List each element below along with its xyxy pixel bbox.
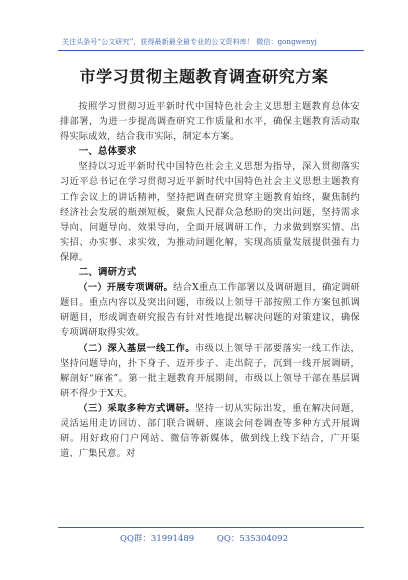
method-item	[60, 280, 360, 340]
section-heading-methods: 二、调研方式	[78, 267, 137, 279]
method-item-title: （一）开展专项调研。	[78, 282, 174, 294]
footer-divider	[58, 527, 364, 528]
intro-paragraph: 按照学习贯彻习近平新时代中国特色社会主义思想主题教育总体安排部署，为进一步提高调查研究工作质量和水平，确保主题教育活动取得实际成效，结合我市实际，制定本方案。	[60, 101, 360, 143]
method-item	[60, 401, 360, 461]
method-item-text: 市级以上领导干部要落实一线工作法，坚持问题导向，扑下身子、迈开步子、走出院子，沉到一线开展调研，解剖好“麻雀”。第一批主题教育开展期间，市级以上领导干部在基层调研不得少于X天。	[60, 342, 361, 399]
method-item-text: 坚持一切从实际出发，重在解决问题，灵活运用走访回访、部门联合调研、座谈会问卷调查等多种方式开展调研。用好政府门户网站、微信等新媒体，做到线上线下结合，广开渠道、广集民意。对	[60, 402, 361, 460]
document-title: 市学习贯彻主题教育调查研究方案	[79, 67, 329, 86]
method-item-title: （三）采取多种方式调研。	[78, 402, 196, 414]
method-item	[60, 341, 360, 401]
header-divider	[58, 50, 364, 51]
promo-banner: 关注头条号“公文研究”，获得最新最全最专业的公文资料库！ 微信：gongwenyj	[62, 38, 317, 46]
method-item-text: 结合X重点工作部署以及调研题目，确定调研题目。重点内容以及突出问题，市级以上领导干部按照工作方案包抓调研题目，形成调查研究报告有针对性地提出解决问题的对策建议，确保专项调研取得实效。	[60, 282, 360, 339]
method-item-title: （二）深入基层一线工作。	[78, 342, 196, 354]
document-body	[60, 99, 360, 461]
footer-qq-group: QQ群：31991489	[119, 534, 195, 544]
section-general-paragraph: 坚持以习近平新时代中国特色社会主义思想为指导，深入贯彻落实习近平总书记在学习贯彻习近平新时代中国特色社会主义思想主题教育工作会议上的讲话精神，坚持把调查研究贯穿主题教育始终，聚焦制约经济社会发展的瓶颈短板，聚焦人民群众急愁盼的突出问题，坚持需求导向、问题导向、效果导向，全面开展调研工作，力求做到察实情、出实招、办实事、求实效，为推动问题化解，实现高质量发展提供强有力保障。	[60, 161, 360, 263]
footer-contact	[0, 532, 408, 544]
section-heading-general: 一、总体要求	[78, 146, 137, 158]
footer-qq: QQ：535304092	[216, 534, 288, 544]
